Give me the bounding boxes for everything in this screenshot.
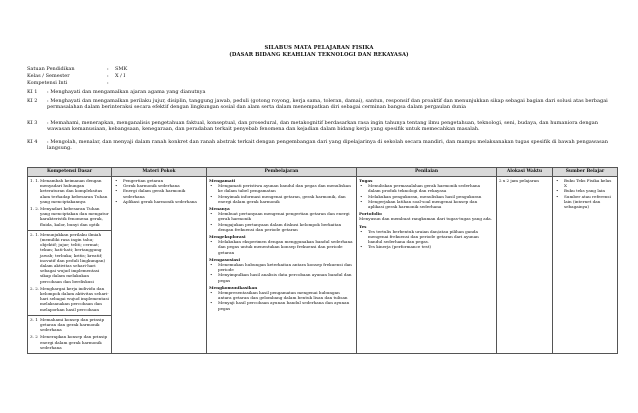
col-header-kompetensi: Kompetensi Dasar — [28, 168, 112, 177]
kd-number: 1. 2. — [30, 206, 40, 212]
activity-item: • Menemukan hubungan keterkaitan antara konsep frekuensi dan periode — [215, 262, 354, 272]
assessment-list — [359, 183, 494, 209]
materi-list — [114, 178, 204, 204]
source-item: • Buku teks yang lain — [561, 188, 615, 193]
ki-text: : Mengolah, menalar, dan menyaji dalam ranah konkret dan ranah abstrak terkait dengan pengembangan dari yang dipelajarinya di sekolah secara mandiri, dan mampu melaksanakan tugas spesifik di bawah pengawasan langsung. — [47, 139, 608, 152]
col-header-materi: Materi Pokok — [112, 168, 207, 177]
col-header-pembelajaran: Pembelajaran — [207, 168, 357, 177]
kd-number: 2. 1. — [30, 231, 40, 237]
section-heading: Tugas — [359, 178, 373, 183]
kd-item — [30, 206, 109, 227]
activity-list — [209, 211, 354, 232]
kd-number: 3. 2 — [30, 334, 38, 340]
section-heading: Mengasosiasi — [209, 256, 241, 262]
activity-item: • Menyimak informasi mengenai getaran, gerak harmonik, dan energi dalam gerak harmonik — [215, 194, 354, 204]
kd-group — [28, 316, 111, 353]
ki-number: KI 4 — [27, 139, 38, 145]
materi-item: • Gerak harmonik sederhana — [120, 183, 204, 188]
kd-number: 2. 2. — [30, 285, 40, 291]
source-item: • Buku Teks Fisika kelas X — [561, 178, 615, 188]
section-heading: Mengeksplorasi — [209, 234, 246, 240]
kd-item — [30, 178, 109, 204]
source-item: • Sumber atau referensi lain (internet dan sebagainya) — [561, 194, 615, 210]
kd-number: 1. 1. — [30, 178, 40, 183]
kd-item — [30, 334, 109, 350]
section-heading: Tes — [359, 223, 367, 229]
page-subtitle: (DASAR BIDANG KEAHLIAN TEKNOLOGI DAN REKAYASA) — [229, 52, 409, 58]
kd-text: Menambah keimanan dengan menyadari hubungan keteraturan dan kompleksitas alam terhadap kebesaran Tuhan yang menciptakannya — [40, 178, 108, 204]
meta-value: X / I — [115, 73, 126, 79]
activity-item: • Mempresentasikan hasil pengamatan mengenai hubungan antara getaran dan gelombang dalam bentuk lisan dan tulisan — [215, 290, 354, 300]
activity-list — [209, 183, 354, 204]
kd-text: Menerapkan konsep dan prinsip energi dalam gerak harmonik sederhana — [40, 334, 108, 350]
kd-item — [30, 317, 109, 333]
section-heading: Mengkomunikasikan — [209, 284, 258, 290]
section-heading: Menanya — [209, 206, 230, 212]
assessment-item: • Menuliskan permasalahan gerak harmonik sederhana dalam produk teknologi dan rekayasa — [365, 183, 494, 193]
ki-item — [27, 98, 617, 111]
table-header-row — [28, 168, 618, 177]
alokasi-cell: 2 x 2 jam pelajaran — [497, 177, 553, 354]
activity-list — [209, 262, 354, 283]
kd-item — [30, 286, 109, 312]
activity-item: • Membuat pertanyaan mengenai pengertian getaran dan energi gerak harmonik — [215, 211, 354, 221]
sumber-cell — [553, 177, 618, 354]
assessment-item: • Melakukan pengukuran, menuliskan hasil pengukuran — [365, 194, 494, 199]
assessment-list — [359, 229, 494, 250]
meta-row — [27, 80, 115, 86]
kd-number: 3. 1 — [30, 316, 38, 322]
activity-list — [209, 239, 354, 255]
assessment-item: • Tes kinerja (performance test) — [365, 244, 494, 249]
source-list — [555, 178, 615, 209]
kd-group — [28, 177, 111, 231]
meta-sep: : — [107, 66, 109, 72]
meta-key: Kompetensi Inti — [27, 80, 68, 86]
table-row — [28, 177, 618, 354]
assessment-item: • Mengerjakan latihan soal-soal mengenai konsep dan aplikasi gerak harmonik sederhana — [365, 199, 494, 209]
activity-list — [209, 290, 354, 311]
penilaian-cell — [357, 177, 497, 354]
ki-number: KI 1 — [27, 89, 38, 95]
materi-item: • Aplikasi gerak harmonik sederhana — [120, 199, 204, 204]
kd-item — [30, 232, 109, 284]
kd-text: Menyadari kebesaran Tuhan yang menciptakan dan mengatur karakteristik fenomena gerak, fluida, kalor, bunyi dan optik — [40, 206, 109, 227]
ki-text: : Menghayati dan mengamalkan perilaku jujur, disiplin, tanggung jawab, peduli (gotong royong, kerja sama, toleran, damai), santun, responsif dan proaktif dan menunjukkan sikap sebagai bagian dari solusi atas berbagai permasalahan dalam berinteraksi secara efektif dengan lingkungan sosial dan alam serta dalam menempatkan diri sebagai cerminan bangsa dalam pergaulan dunia — [47, 98, 608, 111]
portfolio-text: Menyusun dan membuat rangkuman dari tugas-tugas yang ada. — [359, 216, 493, 222]
ki-item — [27, 89, 617, 95]
ki-item — [27, 139, 617, 152]
ki-number: KI 2 — [27, 98, 38, 104]
activity-item: • Melakukan eksperimen dengan menggunakan bandul sederhana dan pegas untuk menentukan konsep frekuensi dan periode getaran — [215, 239, 354, 255]
meta-key: Kelas / Semester — [27, 73, 70, 79]
col-header-alokasi: Alokasi Waktu — [497, 168, 553, 177]
kd-text: Menunjukkan perilaku ilmiah (memiliki rasa ingin tahu; objektif; jujur; teliti; cermat; tekun; hati-hati; bertanggung jawab; terbuka; kritis; kreatif; inovatif dan peduli lingkungan) dalam aktivitas sehari-hari sebagai wujud implementasi sikap dalam melakukan percobaan dan berdiskusi — [40, 231, 106, 284]
kd-text: Memahami konsep dan prinsip getaran dan gerak harmonik sederhana — [40, 316, 105, 333]
pembelajaran-cell — [207, 177, 357, 354]
syllabus-table — [27, 167, 618, 354]
col-header-penilaian: Penilaian — [357, 168, 497, 177]
materi-item: • Energi dalam gerak harmonik sederhana — [120, 188, 204, 198]
activity-item: • Mengajukan pertanyaan dalam diskusi kelompok berkaitan dengan frekuensi dan periode getaran — [215, 222, 354, 232]
meta-sep: : — [107, 73, 109, 79]
ki-number: KI 3 — [27, 120, 38, 126]
meta-value: SMK — [115, 66, 128, 72]
section-heading: Portofolio — [359, 211, 382, 217]
kd-group — [28, 231, 111, 316]
materi-item: • Pengertian getaran — [120, 178, 204, 183]
activity-item: • Mengamati peristiwa ayunan bandul dan pegas dan menuliskan ke dalam tabel pengamatan — [215, 183, 354, 193]
materi-cell — [112, 177, 207, 354]
ki-text: : Menghayati dan mengamalkan ajaran agama yang dianutnya — [47, 89, 206, 95]
kd-text: Menghargai kerja individu dan kelompok dalam aktivitas sehari-hari sebagai wujud implementasi melaksanakan percobaan dan melaporkan hasil percobaan — [40, 285, 109, 312]
meta-row — [27, 73, 125, 79]
ki-item — [27, 120, 617, 133]
page-title: SILABUS MATA PELAJARAN FISIKA — [264, 45, 374, 51]
meta-sep: : — [107, 80, 109, 86]
kd-cell — [28, 177, 112, 354]
meta-key: Satuan Pendidikan — [27, 66, 75, 72]
ki-text: : Memahami, menerapkan, menganalisis pengetahuan faktual, konseptual, dan prosedural, dan metakognitif berdasarkan rasa ingin tahunya tentang ilmu pengetahuan, teknologi, seni, budaya, dan humaniora dengan wawasan kemanusiaan, kebangsaan, kenegaraan, dan peradaban terkait penyebab fenomena dan kejadian dalam bidang kerja yang spesifik untuk memecahkan masalah. — [47, 120, 598, 133]
assessment-item: • Tes tertulis berbentuk uraian dan/atau pilihan ganda mengenai frekuensi dan periode getaran dari ayunan bandul sederhana dan pegas. — [365, 229, 494, 245]
activity-item: • Menyaji hasil percobaan ayunan bandul sederhana dan ayunan pegas — [215, 300, 354, 310]
activity-item: • Menyimpulkan hasil analisis data percobaan ayunan bandul dan pegas — [215, 272, 354, 282]
section-heading: Mengamati — [209, 178, 236, 183]
meta-row — [27, 66, 127, 72]
col-header-sumber: Sumber Belajar — [553, 168, 618, 177]
